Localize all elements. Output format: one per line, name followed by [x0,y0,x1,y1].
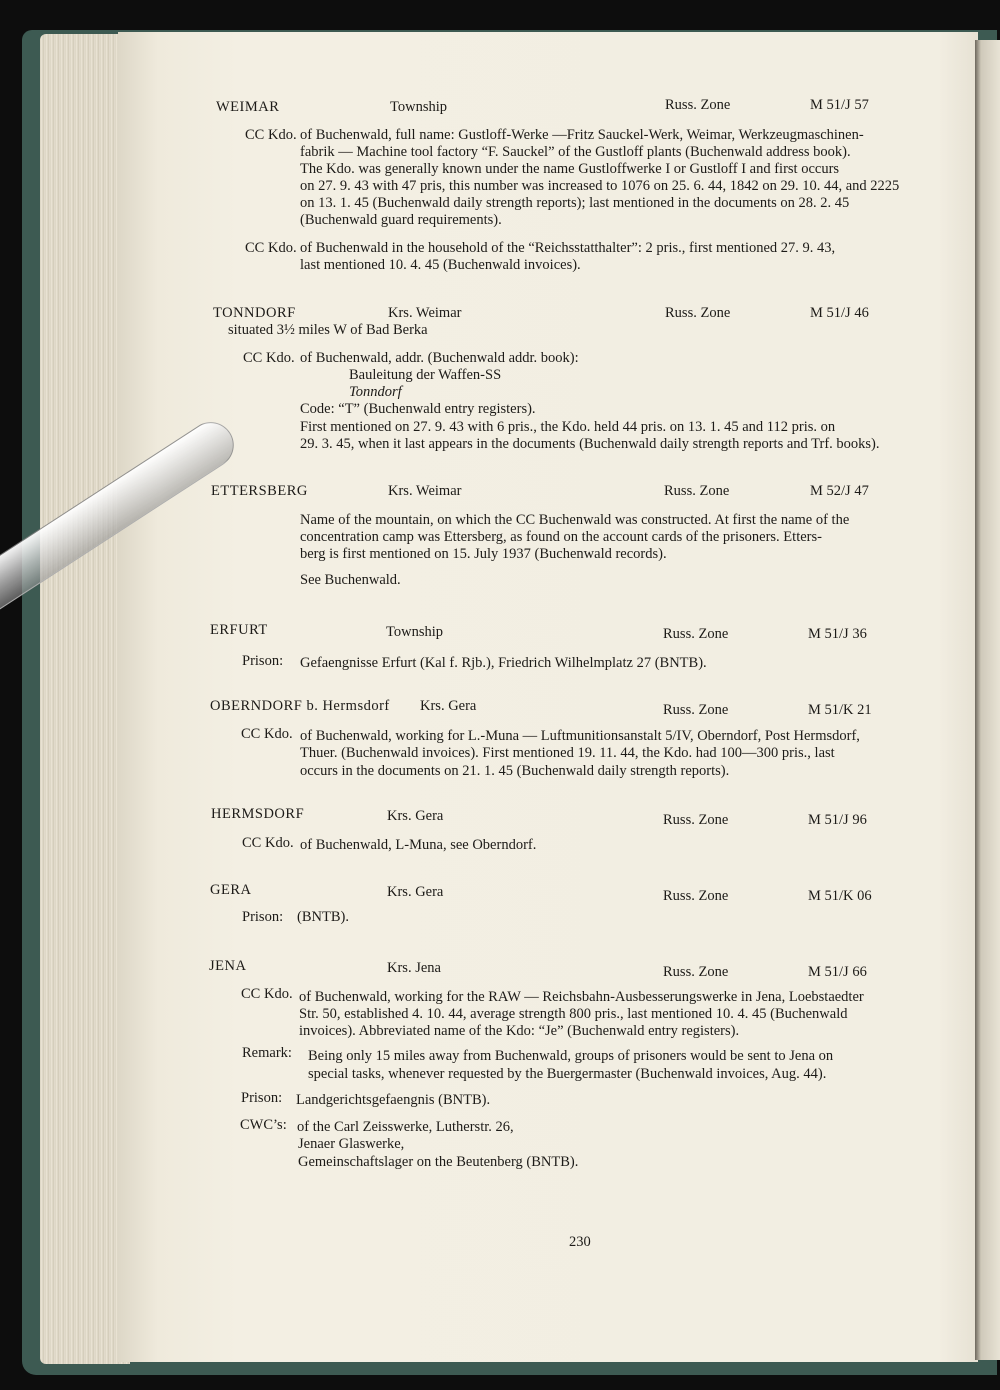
entry-map: M 51/K 21 [808,702,872,718]
entry-type: Krs. Gera [387,808,444,824]
entry-label: CC Kdo. [243,350,295,366]
entry-name: JENA [209,958,247,974]
entry-text: Landgerichtsgefaengnis (BNTB). [296,1092,491,1108]
entry-map: M 51/J 46 [810,305,869,321]
entry-type: Krs. Gera [420,698,477,714]
entry-text: Jenaer Glaswerke, [298,1136,405,1152]
entry-text: Thuer. (Buchenwald invoices). First mentioned 19. 11. 44, the Kdo. had 100—300 pris., last [300,745,835,761]
entry-text: special tasks, whenever requested by the Buergermaster (Buchenwald invoices, Aug. 44). [308,1066,827,1082]
entry-label: Prison: [241,1090,283,1106]
entry-zone: Russ. Zone [663,812,729,828]
entry-type: Krs. Jena [387,960,441,976]
entry-map: M 51/J 57 [810,97,869,113]
entry-label: CC Kdo. [241,726,293,742]
entry-text: of Buchenwald, working for the RAW — Reichsbahn-Ausbesserungswerke in Jena, Loebstaedter [299,989,864,1005]
entry-see-also: See Buchenwald. [300,572,401,588]
entry-zone: Russ. Zone [664,483,730,499]
entry-type: Krs. Gera [387,884,444,900]
entry-label: CC Kdo. [242,835,294,851]
entry-text: 29. 3. 45, when it last appears in the documents (Buchenwald daily strength reports and Trf. books). [300,436,880,452]
entry-name: ERFURT [210,622,268,638]
entry-zone: Russ. Zone [665,305,731,321]
entry-text: invoices). Abbreviated name of the Kdo: “Je” (Buchenwald entry registers). [299,1023,740,1039]
entry-label: Remark: [242,1045,292,1061]
entry-text: The Kdo. was generally known under the name Gustloffwerke I or Gustloff I and first occurs [300,161,840,177]
entry-text: concentration camp was Ettersberg, as found on the account cards of the prisoners. Etters- [300,529,822,545]
entry-name: HERMSDORF [211,806,305,822]
entry-text: of Buchenwald, addr. (Buchenwald addr. book): [300,350,579,366]
entry-text: of Buchenwald, full name: Gustloff-Werke —Fritz Sauckel-Werk, Weimar, Werkzeugmaschinen- [300,127,864,143]
entry-text: on 27. 9. 43 with 47 pris, this number was increased to 1076 on 25. 6. 44, 1842 on 29. 10. 44, and 2225 [300,178,900,194]
next-page-edge [975,40,1000,1360]
entry-zone: Russ. Zone [665,97,731,113]
entry-text: of Buchenwald, L-Muna, see Oberndorf. [300,837,537,853]
entry-text: of Buchenwald in the household of the “Reichsstatthalter”: 2 pris., first mentioned 27. 9. 43, [300,240,836,256]
entry-text: Gemeinschaftslager on the Beutenberg (BNTB). [298,1154,579,1170]
entry-text: fabrik — Machine tool factory “F. Sauckel” of the Gustloff plants (Buchenwald address book). [300,144,851,160]
entry-label: Prison: [242,653,284,669]
entry-map: M 51/K 06 [808,888,872,904]
entry-text: berg is first mentioned on 15. July 1937 (Buchenwald records). [300,546,667,562]
entry-text: (Buchenwald guard requirements). [300,212,502,228]
entry-text: (BNTB). [297,909,349,925]
entry-text: on 13. 1. 45 (Buchenwald daily strength reports); last mentioned in the documents on 28. 2. 45 [300,195,850,211]
entry-text: of the Carl Zeisswerke, Lutherstr. 26, [297,1119,514,1135]
entry-text: First mentioned on 27. 9. 43 with 6 pris., the Kdo. held 44 pris. on 13. 1. 45 and 112 pris. on [300,419,836,435]
page-number: 230 [569,1234,591,1250]
entry-map: M 52/J 47 [810,483,869,499]
entry-text: last mentioned 10. 4. 45 (Buchenwald invoices). [300,257,581,273]
entry-type: Krs. Weimar [388,483,462,499]
entry-type: Township [386,624,443,640]
entry-label: CC Kdo. [241,986,293,1002]
entry-label: CWC’s: [240,1117,287,1133]
entry-code: Code: “T” (Buchenwald entry registers). [300,401,536,417]
entry-map: M 51/J 36 [808,626,867,642]
entry-text: occurs in the documents on 21. 1. 45 (Buchenwald daily strength reports). [300,763,730,779]
entry-address: Tonndorf [349,384,402,400]
entry-zone: Russ. Zone [663,626,729,642]
entry-zone: Russ. Zone [663,888,729,904]
entry-address: Bauleitung der Waffen-SS [349,367,502,383]
entry-label: Prison: [242,909,284,925]
entry-text: Name of the mountain, on which the CC Buchenwald was constructed. At first the name of the [300,512,850,528]
entry-label: CC Kdo. [245,127,297,143]
entry-situated: situated 3½ miles W of Bad Berka [228,322,428,338]
entry-zone: Russ. Zone [663,964,729,980]
entry-name: WEIMAR [216,99,280,115]
entry-text: Str. 50, established 4. 10. 44, average strength 800 pris., last mentioned 10. 4. 45 (Buchenwald [299,1006,848,1022]
entry-name: ETTERSBERG [211,483,308,499]
entry-text: of Buchenwald, working for L.-Muna — Luftmunitionsanstalt 5/IV, Oberndorf, Post Hermsdorf, [300,728,860,744]
entry-label: CC Kdo. [245,240,297,256]
entry-name: OBERNDORF b. Hermsdorf [210,698,390,714]
entry-text: Being only 15 miles away from Buchenwald, groups of prisoners would be sent to Jena on [308,1048,834,1064]
entry-text: Gefaengnisse Erfurt (Kal f. Rjb.), Friedrich Wilhelmplatz 27 (BNTB). [300,655,707,671]
entry-map: M 51/J 96 [808,812,867,828]
entry-type: Krs. Weimar [388,305,462,321]
entry-map: M 51/J 66 [808,964,867,980]
entry-name: GERA [210,882,252,898]
entry-zone: Russ. Zone [663,702,729,718]
page-edges [40,34,130,1364]
entry-type: Township [390,99,447,115]
entry-name: TONNDORF [213,305,296,321]
